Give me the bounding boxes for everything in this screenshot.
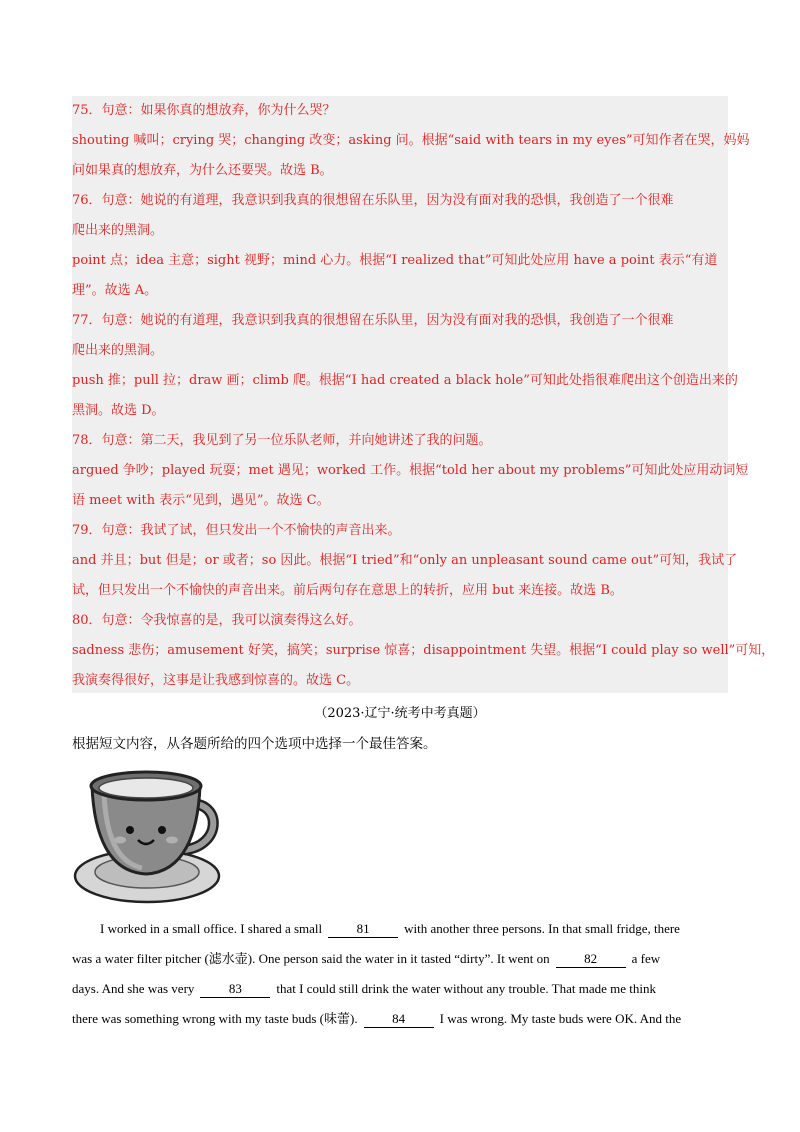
- answer-line: 试，但只发出一个不愉快的声音出来。前后两句存在意思上的转折，应用 but 来连接。故选 B。: [72, 583, 623, 598]
- teacup-illustration: [72, 764, 222, 904]
- passage-line: was a water filter pitcher (滤水壶). One person said the water in it tasted “dirty”. It went on 82 a few: [72, 951, 661, 966]
- answer-line: sadness 悲伤；amusement 好笑，搞笑；surprise 惊喜；disappointment 失望。根据“I could play so well”可知，: [72, 643, 775, 658]
- answer-line: 我演奏得很好，这事是让我感到惊喜的。故选 C。: [72, 673, 360, 688]
- passage-line: days. And she was very 83 that I could still drink the water without any trouble. That made me think: [72, 981, 656, 996]
- answer-line: point 点；idea 主意；sight 视野；mind 心力。根据“I realized that”可知此处应用 have a point 表示“有道: [72, 253, 718, 268]
- answer-line: 75．句意：如果你真的想放弃，你为什么哭？: [72, 103, 336, 118]
- blank-84[interactable]: 84: [364, 1011, 434, 1028]
- answer-line: push 推；pull 拉；draw 画；climb 爬。根据“I had created a black hole”可知此处指很难爬出这个创造出来的: [72, 373, 738, 388]
- answer-line: 76．句意：她说的有道理，我意识到我真的很想留在乐队里，因为没有面对我的恐惧，我创造了一个很难: [72, 193, 674, 208]
- passage-line: I worked in a small office. I shared a small 81 with another three persons. In that small fridge, there: [100, 921, 680, 936]
- question-source: （2023·辽宁·统考中考真题）: [314, 706, 486, 721]
- answer-line: 黑洞。故选 D。: [72, 403, 165, 418]
- cloze-passage: [72, 914, 728, 1034]
- answer-line: 79．句意：我试了试，但只发出一个不愉快的声音出来。: [72, 523, 401, 538]
- instruction: 根据短文内容，从各题所给的四个选项中选择一个最佳答案。: [72, 736, 437, 752]
- blank-82[interactable]: 82: [556, 951, 626, 968]
- answer-line: 爬出来的黑洞。: [72, 223, 164, 238]
- answer-line: 77．句意：她说的有道理，我意识到我真的很想留在乐队里，因为没有面对我的恐惧，我创造了一个很难: [72, 313, 674, 328]
- blank-81[interactable]: 81: [328, 921, 398, 938]
- answer-line: argued 争吵；played 玩耍；met 遇见；worked 工作。根据“told her about my problems”可知此处应用动词短: [72, 463, 749, 478]
- answer-explanations: [72, 96, 775, 693]
- answer-line: 语 meet with 表示“见到，遇见”。故选 C。: [72, 493, 330, 508]
- answer-line: and 并且；but 但是；or 或者；so 因此。根据“I tried”和“only an unpleasant sound came out”可知，我试了: [72, 553, 738, 568]
- answer-line: 爬出来的黑洞。: [72, 343, 164, 358]
- passage-line: there was something wrong with my taste buds (味蕾). 84 I was wrong. My taste buds were OK. And the: [72, 1011, 682, 1026]
- blank-83[interactable]: 83: [200, 981, 270, 998]
- answer-line: 问如果真的想放弃，为什么还要哭。故选 B。: [72, 163, 333, 178]
- answer-line: 80．句意：令我惊喜的是，我可以演奏得这么好。: [72, 613, 362, 628]
- answer-line: 78．句意：第二天，我见到了另一位乐队老师，并向她讲述了我的问题。: [72, 433, 492, 448]
- answer-line: 理”。故选 A。: [72, 283, 158, 298]
- answer-line: shouting 喊叫；crying 哭；changing 改变；asking 问。根据“said with tears in my eyes”可知作者在哭，妈妈: [72, 133, 750, 148]
